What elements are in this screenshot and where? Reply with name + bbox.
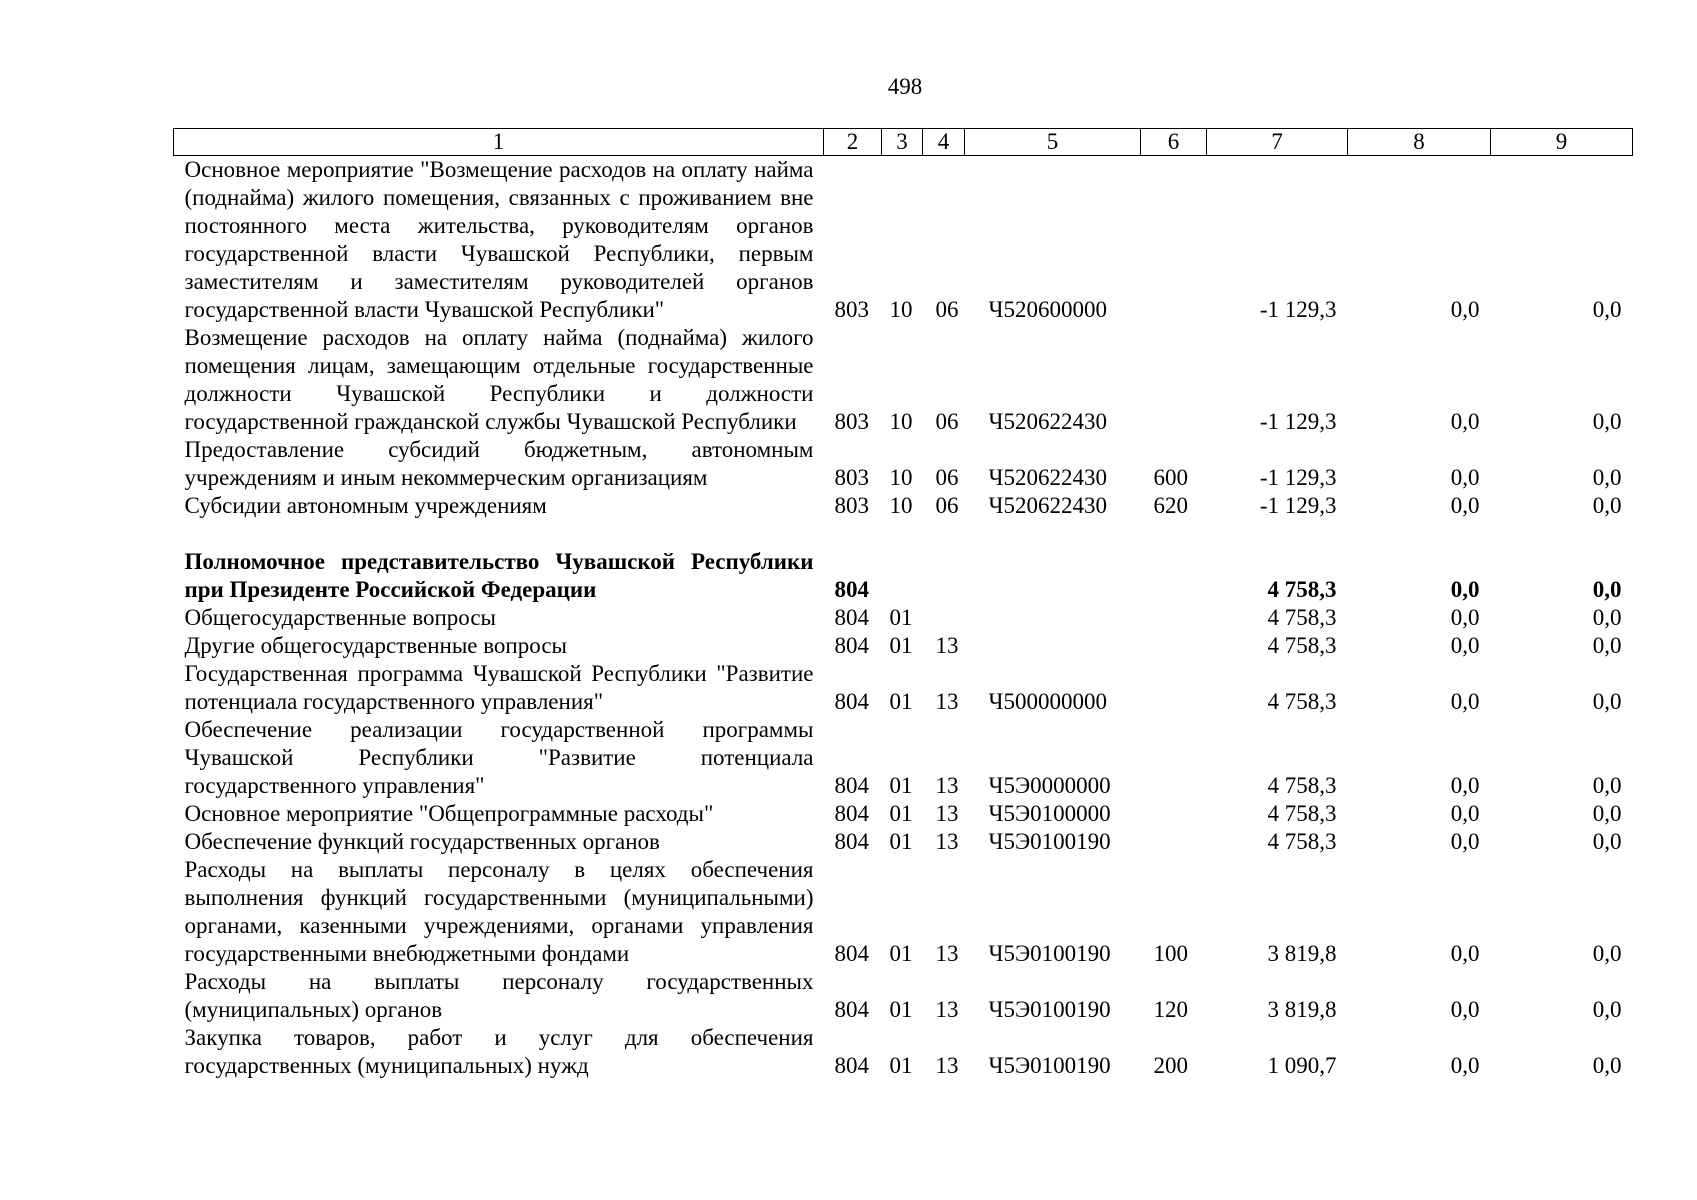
amount-cell: 4 758,3	[1267, 801, 1337, 826]
table-row	[174, 156, 1633, 325]
expense-type-cell	[1141, 800, 1207, 828]
ministry-code-cell: 803	[834, 465, 869, 490]
column-8-cell: 0,0	[1450, 633, 1480, 658]
description-cell: Обеспечение реализации государственной программы Чувашской Республики "Развитие потенциала государственного управления"	[184, 717, 814, 798]
column-9-cell: 0,0	[1592, 297, 1622, 322]
spacer-row	[174, 520, 1633, 548]
column-9-cell: 0,0	[1592, 941, 1622, 966]
header-row	[174, 129, 1633, 156]
ministry-code-cell: 803	[834, 493, 869, 518]
column-9-cell: 0,0	[1592, 801, 1622, 826]
section-cell: 01	[889, 941, 913, 966]
target-article-cell: Ч5Э0100000	[988, 801, 1111, 826]
expense-type-cell: 200	[1153, 1053, 1188, 1078]
amount-cell: 4 758,3	[1267, 829, 1337, 854]
column-8-cell: 0,0	[1450, 409, 1480, 434]
table-row	[174, 856, 1633, 968]
page-number: 498	[887, 74, 923, 99]
table-row	[174, 800, 1633, 828]
subsection-cell: 13	[935, 829, 959, 854]
table-row	[174, 716, 1633, 800]
column-8-cell: 0,0	[1450, 577, 1480, 602]
header-col-5: 5	[965, 129, 1141, 156]
description-cell: Возмещение расходов на оплату найма (поднайма) жилого помещения лицам, замещающим отдельные государственные должности Чувашской Республики и должности государственной гражданской службы Чувашской Республики	[184, 325, 814, 434]
target-article-cell: Ч520622430	[988, 465, 1107, 490]
column-8-cell: 0,0	[1450, 297, 1480, 322]
table-row	[174, 548, 1633, 604]
description-cell: Расходы на выплаты персоналу государственных (муниципальных) органов	[184, 969, 814, 1022]
target-article-cell: Ч5Э0100190	[988, 829, 1111, 854]
column-9-cell: 0,0	[1592, 409, 1622, 434]
target-article-cell: Ч5Э0000000	[988, 773, 1111, 798]
header-col-9: 9	[1491, 129, 1633, 156]
section-cell: 01	[889, 801, 913, 826]
section-cell	[882, 548, 923, 604]
section-cell: 10	[889, 409, 913, 434]
table-row	[174, 324, 1633, 436]
amount-cell: 4 758,3	[1267, 633, 1337, 658]
column-8-cell: 0,0	[1450, 493, 1480, 518]
expense-type-cell	[1141, 660, 1207, 716]
amount-cell: -1 129,3	[1259, 409, 1337, 434]
column-8-cell: 0,0	[1450, 801, 1480, 826]
subsection-cell	[923, 548, 965, 604]
description-cell: Основное мероприятие "Возмещение расходов на оплату найма (поднайма) жилого помещения, связанных с проживанием вне постоянного места жительства, руководителям органов государственной власти Чувашской Республики, первым заместителям и заместителям руководителей органов государственной власти Чувашской Республики"	[184, 157, 814, 322]
target-article-cell: Ч5Э0100190	[988, 1053, 1111, 1078]
amount-cell: 4 758,3	[1267, 773, 1337, 798]
column-9-cell: 0,0	[1592, 465, 1622, 490]
target-article-cell	[965, 604, 1141, 632]
table-row	[174, 1024, 1633, 1080]
column-9-cell: 0,0	[1592, 689, 1622, 714]
expense-type-cell	[1141, 156, 1207, 325]
header-col-8: 8	[1348, 129, 1491, 156]
header-col-4: 4	[923, 129, 965, 156]
table-row	[174, 436, 1633, 492]
expense-type-cell: 600	[1153, 465, 1188, 490]
description-cell: Полномочное представительство Чувашской Республики при Президенте Российской Федерации	[184, 549, 814, 602]
column-9-cell: 0,0	[1592, 605, 1622, 630]
table-row	[174, 968, 1633, 1024]
ministry-code-cell: 803	[834, 297, 869, 322]
description-cell: Другие общегосударственные вопросы	[184, 633, 567, 658]
subsection-cell: 13	[935, 801, 959, 826]
section-cell: 01	[889, 1053, 913, 1078]
subsection-cell: 06	[935, 297, 959, 322]
section-cell: 01	[889, 829, 913, 854]
subsection-cell: 06	[935, 409, 959, 434]
description-cell: Расходы на выплаты персоналу в целях обеспечения выполнения функций государственными (муниципальными) органами, казенными учреждениями, органами управления государственными внебюджетными фондами	[184, 857, 814, 966]
header-col-6: 6	[1141, 129, 1207, 156]
amount-cell: 4 758,3	[1267, 689, 1337, 714]
amount-cell: -1 129,3	[1259, 297, 1337, 322]
column-9-cell: 0,0	[1592, 577, 1622, 602]
header-col-1: 1	[174, 129, 824, 156]
column-9-cell: 0,0	[1592, 493, 1622, 518]
column-9-cell: 0,0	[1592, 773, 1622, 798]
target-article-cell: Ч520622430	[988, 409, 1107, 434]
section-cell: 10	[889, 465, 913, 490]
subsection-cell: 06	[935, 493, 959, 518]
table-row	[174, 604, 1633, 632]
subsection-cell	[923, 604, 965, 632]
section-cell: 10	[889, 493, 913, 518]
column-8-cell: 0,0	[1450, 829, 1480, 854]
amount-cell: 3 819,8	[1267, 997, 1337, 1022]
target-article-cell: Ч5Э0100190	[988, 997, 1111, 1022]
ministry-code-cell: 804	[834, 689, 869, 714]
column-9-cell: 0,0	[1592, 829, 1622, 854]
amount-cell: -1 129,3	[1259, 465, 1337, 490]
target-article-cell	[965, 548, 1141, 604]
ministry-code-cell: 804	[834, 829, 869, 854]
section-cell: 01	[889, 773, 913, 798]
ministry-code-cell: 804	[834, 773, 869, 798]
description-cell: Общегосударственные вопросы	[184, 605, 496, 630]
description-cell: Субсидии автономным учреждениям	[184, 493, 547, 518]
target-article-cell	[965, 632, 1141, 660]
amount-cell: -1 129,3	[1259, 493, 1337, 518]
ministry-code-cell: 803	[834, 409, 869, 434]
section-cell: 01	[889, 689, 913, 714]
header-col-2: 2	[824, 129, 882, 156]
amount-cell: 1 090,7	[1267, 1053, 1337, 1078]
description-cell: Закупка товаров, работ и услуг для обеспечения государственных (муниципальных) нужд	[184, 1025, 814, 1078]
target-article-cell: Ч500000000	[988, 689, 1107, 714]
column-9-cell: 0,0	[1592, 997, 1622, 1022]
table-row	[174, 632, 1633, 660]
column-9-cell: 0,0	[1592, 633, 1622, 658]
description-cell: Предоставление субсидий бюджетным, автономным учреждениям и иным некоммерческим организациям	[184, 437, 814, 490]
column-8-cell: 0,0	[1450, 773, 1480, 798]
subsection-cell: 13	[935, 689, 959, 714]
column-8-cell: 0,0	[1450, 941, 1480, 966]
subsection-cell: 13	[935, 941, 959, 966]
ministry-code-cell: 804	[834, 633, 869, 658]
ministry-code-cell: 804	[834, 941, 869, 966]
column-8-cell: 0,0	[1450, 605, 1480, 630]
expense-type-cell: 120	[1153, 997, 1188, 1022]
description-cell: Государственная программа Чувашской Республики "Развитие потенциала государственного управления"	[184, 661, 814, 714]
expense-type-cell: 100	[1153, 941, 1188, 966]
target-article-cell: Ч520622430	[988, 493, 1107, 518]
amount-cell: 4 758,3	[1267, 605, 1337, 630]
column-8-cell: 0,0	[1450, 465, 1480, 490]
amount-cell: 4 758,3	[1267, 577, 1337, 602]
target-article-cell: Ч520600000	[988, 297, 1107, 322]
expense-type-cell	[1141, 828, 1207, 856]
budget-table	[173, 128, 1633, 1080]
subsection-cell: 06	[935, 465, 959, 490]
expense-type-cell: 620	[1153, 493, 1188, 518]
header-col-7: 7	[1207, 129, 1348, 156]
description-cell: Основное мероприятие "Общепрограммные расходы"	[184, 801, 714, 826]
column-9-cell: 0,0	[1592, 1053, 1622, 1078]
amount-cell: 3 819,8	[1267, 941, 1337, 966]
expense-type-cell	[1141, 716, 1207, 800]
expense-type-cell	[1141, 548, 1207, 604]
section-cell: 10	[889, 297, 913, 322]
spacer-cell	[174, 520, 1633, 548]
header-col-3: 3	[882, 129, 923, 156]
table-row	[174, 828, 1633, 856]
section-cell: 01	[889, 997, 913, 1022]
column-8-cell: 0,0	[1450, 997, 1480, 1022]
expense-type-cell	[1141, 324, 1207, 436]
subsection-cell: 13	[935, 997, 959, 1022]
ministry-code-cell: 804	[834, 605, 869, 630]
expense-type-cell	[1141, 604, 1207, 632]
ministry-code-cell: 804	[834, 1053, 869, 1078]
target-article-cell: Ч5Э0100190	[988, 941, 1111, 966]
subsection-cell: 13	[935, 633, 959, 658]
column-8-cell: 0,0	[1450, 689, 1480, 714]
ministry-code-cell: 804	[834, 577, 869, 602]
table-row	[174, 492, 1633, 520]
section-cell: 01	[889, 633, 913, 658]
description-cell: Обеспечение функций государственных органов	[184, 829, 660, 854]
ministry-code-cell: 804	[834, 997, 869, 1022]
column-8-cell: 0,0	[1450, 1053, 1480, 1078]
ministry-code-cell: 804	[834, 801, 869, 826]
table-body	[174, 156, 1633, 1081]
expense-type-cell	[1141, 632, 1207, 660]
table-row	[174, 660, 1633, 716]
subsection-cell: 13	[935, 1053, 959, 1078]
subsection-cell: 13	[935, 773, 959, 798]
section-cell: 01	[889, 605, 913, 630]
